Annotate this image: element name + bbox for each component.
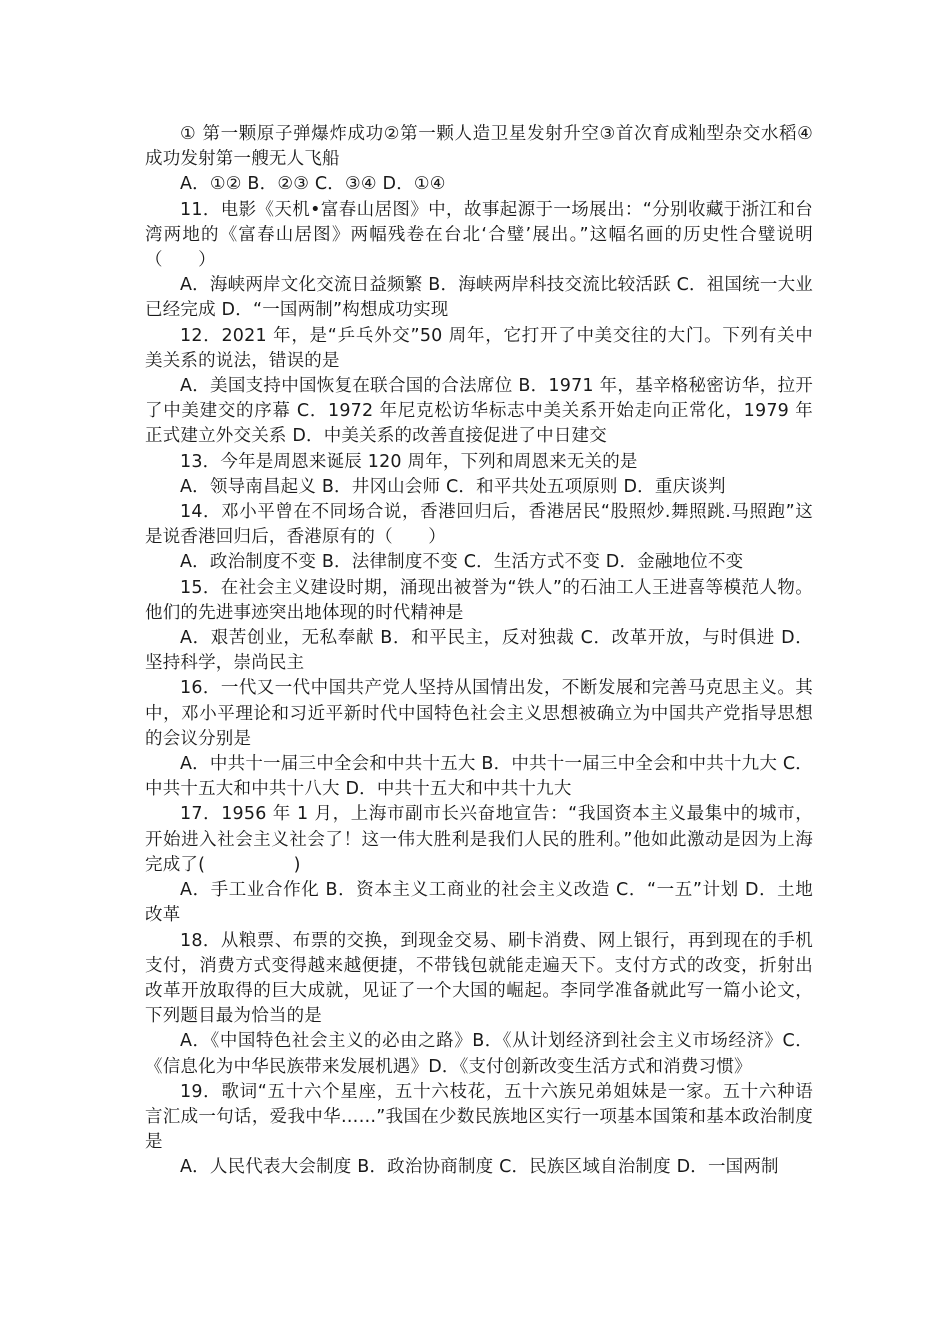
document-page — [145, 122, 813, 1181]
question-12-stem: 12．2021 年，是“乒乓外交”50 周年，它打开了中美交往的大门。下列有关中美关系的说法，错误的是 — [145, 325, 813, 371]
question-18-options: A．《中国特色社会主义的必由之路》B．《从计划经济到社会主义市场经济》C．《信息化为中华民族带来发展机遇》D．《支付创新改变生活方式和消费习惯》 — [145, 1031, 813, 1077]
question-16-options: A．中共十一届三中全会和中共十五大 B．中共十一届三中全会和中共十九大 C．中共十五大和中共十八大 D．中共十五大和中共十九大 — [145, 754, 813, 800]
question-15-stem: 15．在社会主义建设时期，涌现出被誉为“铁人”的石油工人王进喜等模范人物。他们的先进事迹突出地体现的时代精神是 — [145, 577, 813, 623]
question-13-options: A．领导南昌起义 B．井冈山会师 C．和平共处五项原则 D．重庆谈判 — [180, 476, 726, 497]
question-14-stem: 14．邓小平曾在不同场合说，香港回归后，香港居民“股照炒.舞照跳.马照跑”这是说香港回归后，香港原有的（ ） — [145, 502, 813, 548]
question-10-items: ① 第一颗原子弹爆炸成功②第一颗人造卫星发射升空③首次育成籼型杂交水稻④成功发射第一艘无人飞船 — [145, 124, 813, 170]
question-15-options: A．艰苦创业，无私奉献 B．和平民主，反对独裁 C．改革开放，与时俱进 D．坚持科学，崇尚民主 — [145, 628, 813, 674]
question-17-stem: 17．1956 年 1 月，上海市副市长兴奋地宣告：“我国资本主义最集中的城市，开始进入社会主义社会了！这一伟大胜利是我们人民的胜利。”他如此激动是因为上海完成了( ) — [145, 804, 813, 875]
question-19-options: A．人民代表大会制度 B．政治协商制度 C．民族区域自治制度 D．一国两制 — [180, 1157, 779, 1178]
question-16-stem: 16．一代又一代中国共产党人坚持从国情出发，不断发展和完善马克思主义。其中，邓小平理论和习近平新时代中国特色社会主义思想被确立为中国共产党指导思想的会议分别是 — [145, 678, 813, 749]
question-11-stem: 11．电影《天机•富春山居图》中，故事起源于一场展出：“分别收藏于浙江和台湾两地的《富春山居图》两幅残卷在台北‘合璧’展出。”这幅名画的历史性合璧说明（ ） — [145, 199, 813, 271]
question-18-stem: 18．从粮票、布票的交换，到现金交易、刷卡消费、网上银行，再到现在的手机支付，消费方式变得越来越便捷，不带钱包就能走遍天下。支付方式的改变，折射出改革开放取得的巨大成就，见证了一个大国的崛起。李同学准备就此写一篇小论文，下列题目最为恰当的是 — [145, 930, 813, 1027]
question-19-stem: 19．歌词“五十六个星座，五十六枝花，五十六族兄弟姐妹是一家。五十六种语言汇成一句话，爱我中华……”我国在少数民族地区实行一项基本国策和基本政治制度是 — [145, 1081, 813, 1153]
question-14-options: A．政治制度不变 B．法律制度不变 C．生活方式不变 D．金融地位不变 — [180, 552, 744, 573]
question-10-options: A．①② B．②③ C．③④ D．①④ — [180, 174, 446, 195]
question-12-options: A．美国支持中国恢复在联合国的合法席位 B．1971 年，基辛格秘密访华，拉开了中美建交的序幕 C．1972 年尼克松访华标志中美关系开始走向正常化，1979 年正式建立外交关系 D．中美关系的改善直接促进了中日建交 — [145, 376, 813, 447]
question-17-options: A．手工业合作化 B．资本主义工商业的社会主义改造 C．“一五”计划 D．土地改革 — [145, 880, 813, 926]
question-13-stem: 13．今年是周恩来诞辰 120 周年，下列和周恩来无关的是 — [180, 451, 638, 472]
question-11-options: A．海峡两岸文化交流日益频繁 B．海峡两岸科技交流比较活跃 C．祖国统一大业已经完成 D．“一国两制”构想成功实现 — [145, 275, 813, 321]
